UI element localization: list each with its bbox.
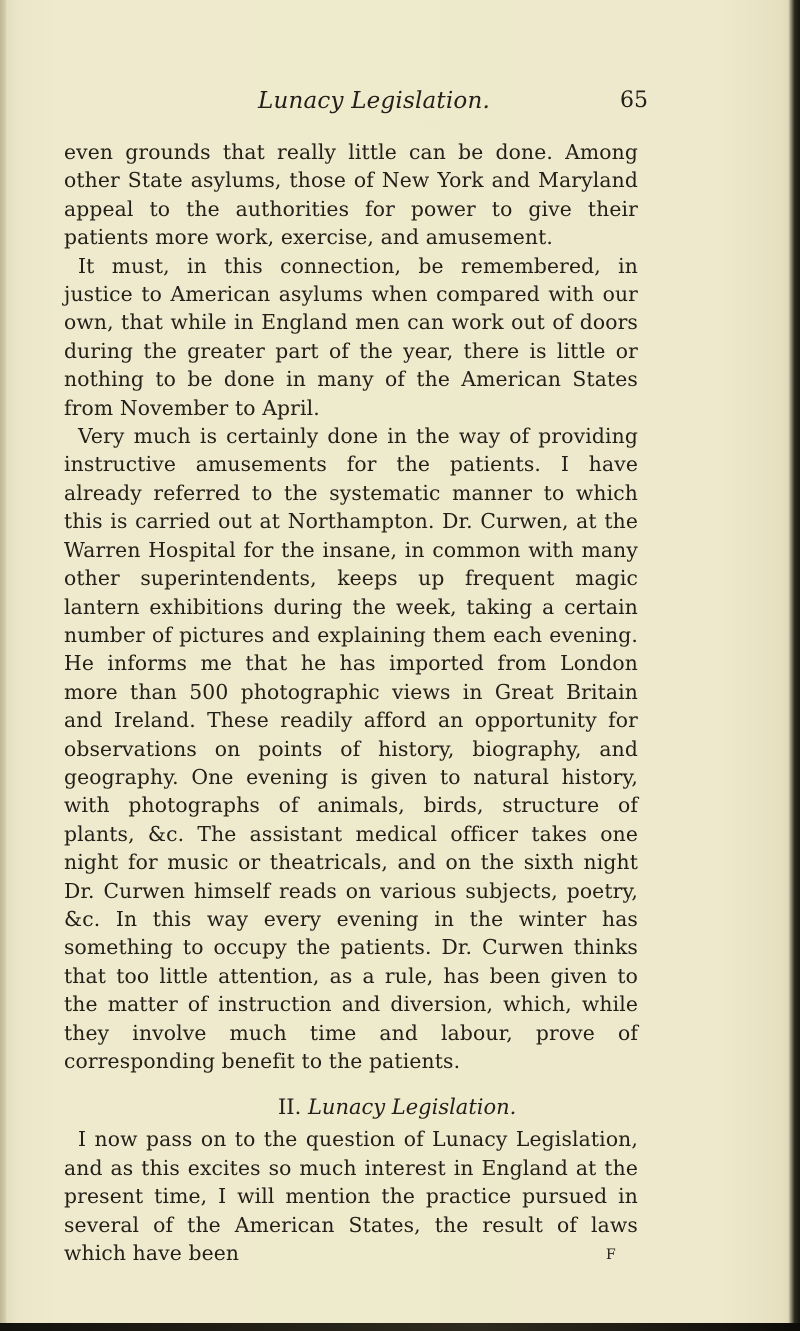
page-right-edge bbox=[788, 0, 800, 1331]
section-title: Lunacy Legislation. bbox=[307, 1095, 517, 1120]
section-heading bbox=[64, 1093, 638, 1121]
paragraph-4: I now pass on to the question of Lunacy Legislation, and as this excites so much interest in England at the present time, I will mention the practice pursued in several of the American States, the result of laws which have been bbox=[64, 1127, 638, 1266]
paragraph-3: Very much is certainly done in the way of providing instructive amusements for the patients. I have already referred to the systematic manner to which this is carried out at Northampton. Dr. Curwen, at the Warren Hospital for the insane, in common with many other superintendents, keeps up frequent magic lantern exhibitions during the week, taking a certain number of pictures and explaining them each evening. He informs me that he has imported from London more than 500 photographic views in Great Britain and Ireland. These readily afford an opportunity for observations on points of history, biography, and geography. One evening is given to natural history, with photographs of animals, birds, structure of plants, &c. The assistant medical officer takes one night for music or theatricals, and on the sixth night Dr. Curwen himself reads on various subjects, poetry, &c. In this way every evening in the winter has something to occupy the patients. Dr. Curwen thinks that too little attention, as a rule, has been given to the matter of instruction and diversion, which, while they involve much time and labour, prove of corresponding benefit to the patients. bbox=[64, 424, 638, 1073]
signature-mark: F bbox=[606, 1247, 617, 1263]
page-header bbox=[0, 88, 800, 128]
paragraph-2: It must, in this connection, be remembered, in justice to American asylums when compared with our own, that while in England men can work out of doors during the greater part of the year, there is little or nothing to be done in many of the American States from November to April. bbox=[64, 253, 638, 420]
running-title: Lunacy Legislation. bbox=[258, 88, 491, 114]
page-number: 65 bbox=[620, 88, 648, 113]
body-text bbox=[64, 138, 638, 1267]
paragraph-1: even grounds that really little can be done. Among other State asylums, those of New York and Maryland appeal to the authorities for power to give their patients more work, exercise, and amusement. bbox=[64, 140, 638, 250]
page-bottom-edge bbox=[0, 1323, 800, 1331]
page-left-edge bbox=[0, 0, 6, 1331]
section-number: II. bbox=[278, 1095, 302, 1120]
